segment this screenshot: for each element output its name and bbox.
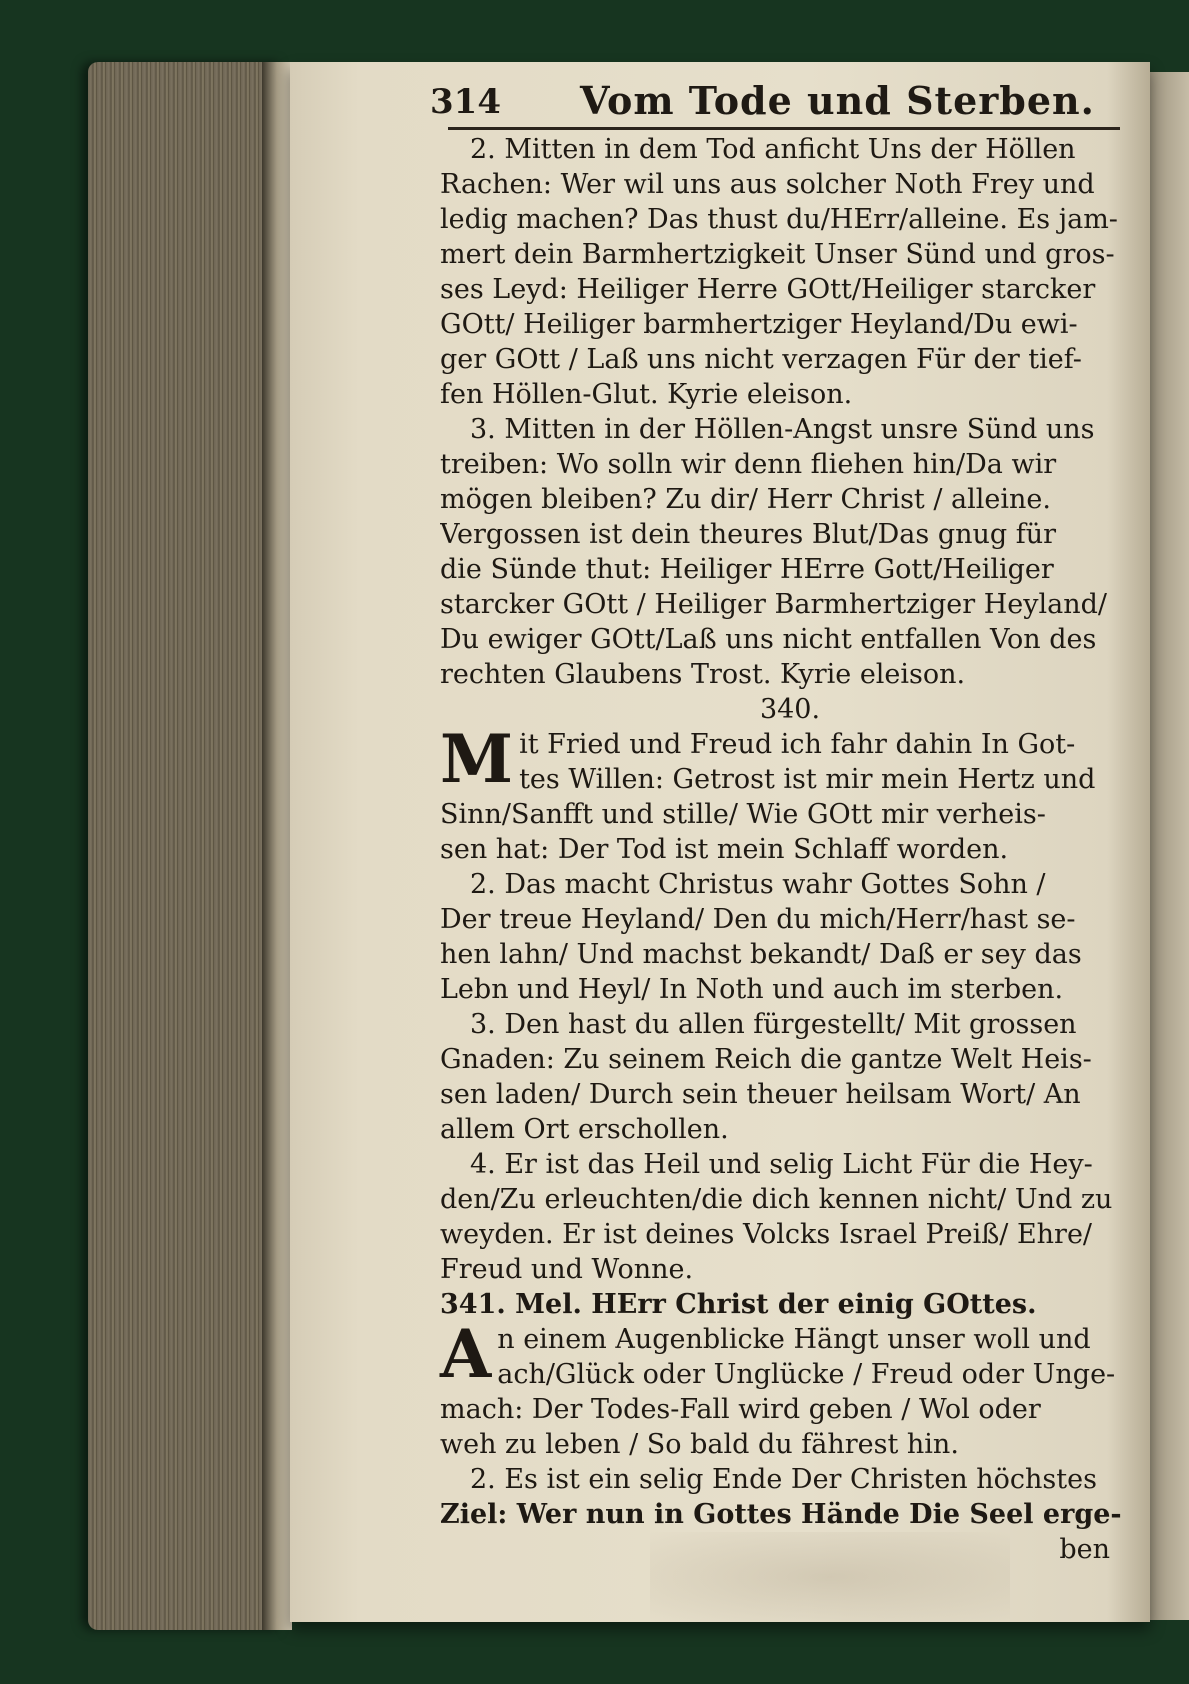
text-line: hen lahn/ Und machst bekandt/ Daß er sey das	[440, 939, 1082, 970]
text-line: weyden. Er ist deines Volcks Israel Preiß/ Ehre/	[440, 1219, 1093, 1250]
text-line: tes Willen: Getrost ist mir mein Hertz und	[519, 764, 1096, 795]
text-line: allem Ort erschollen.	[440, 1114, 729, 1145]
text-line: die Sünde thut: Heiliger HErre Gott/Heiliger	[440, 554, 1054, 585]
text-line: treiben: Wo solln wir denn fliehen hin/Da wir	[440, 449, 1057, 480]
text-line: it Fried und Freud ich fahr dahin In Got-	[519, 729, 1076, 760]
text-line: Gnaden: Zu seinem Reich die gantze Welt Heis-	[440, 1044, 1092, 1075]
text-line: ger GOtt / Laß uns nicht verzagen Für der tief-	[440, 344, 1082, 375]
header-rule	[448, 127, 1120, 130]
text-line: Der treue Heyland/ Den du mich/Herr/hast se-	[440, 904, 1076, 935]
text-line: ses Leyd: Heiliger Herre GOtt/Heiliger starcker	[440, 274, 1096, 305]
book-page-stack	[88, 62, 284, 1630]
text-line: 2. Das macht Christus wahr Gottes Sohn /	[470, 869, 1046, 900]
running-head: Vom Tode und Sterben.	[580, 78, 1095, 123]
text-line: 2. Mitten in dem Tod anficht Uns der Höllen	[470, 134, 1076, 165]
text-line: weh zu leben / So bald du fährest hin.	[440, 1429, 959, 1460]
text-line: ach/Glück oder Unglücke / Freud oder Unge-	[497, 1359, 1116, 1390]
text-line: 3. Mitten in der Höllen-Angst unsre Sünd uns	[470, 414, 1095, 445]
text-line: den/Zu erleuchten/die dich kennen nicht/ Und zu	[440, 1184, 1113, 1215]
text-line: Freud und Wonne.	[440, 1254, 694, 1285]
hymn-341-opening	[440, 1315, 1140, 1393]
hymn-text	[440, 132, 1140, 1567]
catchword: ben	[1059, 1534, 1110, 1565]
drop-cap: A	[440, 1315, 492, 1393]
hymn-340-opening	[440, 720, 1140, 798]
text-line: n einem Augenblicke Hängt unser woll und	[497, 1324, 1091, 1355]
text-line: Rachen: Wer wil uns aus solcher Noth Frey und	[440, 169, 1095, 200]
text-line: mögen bleiben? Zu dir/ Herr Christ / alleine.	[440, 484, 1051, 515]
drop-cap: M	[440, 720, 514, 798]
text-line: Vergossen ist dein theures Blut/Das gnug für	[440, 519, 1057, 550]
text-line: mach: Der Todes-Fall wird geben / Wol oder	[440, 1394, 1041, 1425]
hymn-number: 340.	[759, 694, 821, 725]
facing-page-edge	[1150, 72, 1189, 1620]
text-line: Lebn und Heyl/ In Noth und auch im sterben.	[440, 974, 1064, 1005]
text-line: fen Höllen-Glut. Kyrie eleison.	[440, 379, 853, 410]
text-line: sen hat: Der Tod ist mein Schlaff worden.	[440, 834, 1009, 865]
page-header	[430, 78, 1120, 122]
text-line: 2. Es ist ein selig Ende Der Christen höchstes	[470, 1464, 1097, 1495]
text-line: 3. Den hast du allen fürgestellt/ Mit grossen	[470, 1009, 1077, 1040]
page-number: 314	[430, 82, 501, 122]
text-line: rechten Glaubens Trost. Kyrie eleison.	[440, 659, 966, 690]
page-gutter	[262, 62, 292, 1630]
text-line: sen laden/ Durch sein theuer heilsam Wort/ An	[440, 1079, 1081, 1110]
text-line: 4. Er ist das Heil und selig Licht Für die Hey-	[470, 1149, 1093, 1180]
text-line: Sinn/Sanfft und stille/ Wie GOtt mir verheis-	[440, 799, 1046, 830]
text-line: ledig machen? Das thust du/HErr/alleine. Es jam-	[440, 204, 1118, 235]
text-line: starcker GOtt / Heiliger Barmhertziger Heyland/	[440, 589, 1107, 620]
text-line: Ziel: Wer nun in Gottes Hände Die Seel erge-	[440, 1499, 1122, 1530]
text-line: mert dein Barmhertzigkeit Unser Sünd und gros-	[440, 239, 1115, 270]
melody-heading: 341. Mel. HErr Christ der einig GOttes.	[440, 1289, 1037, 1320]
text-line: Du ewiger GOtt/Laß uns nicht entfallen Von des	[440, 624, 1097, 655]
text-line: GOtt/ Heiliger barmhertziger Heyland/Du ewi-	[440, 309, 1078, 340]
